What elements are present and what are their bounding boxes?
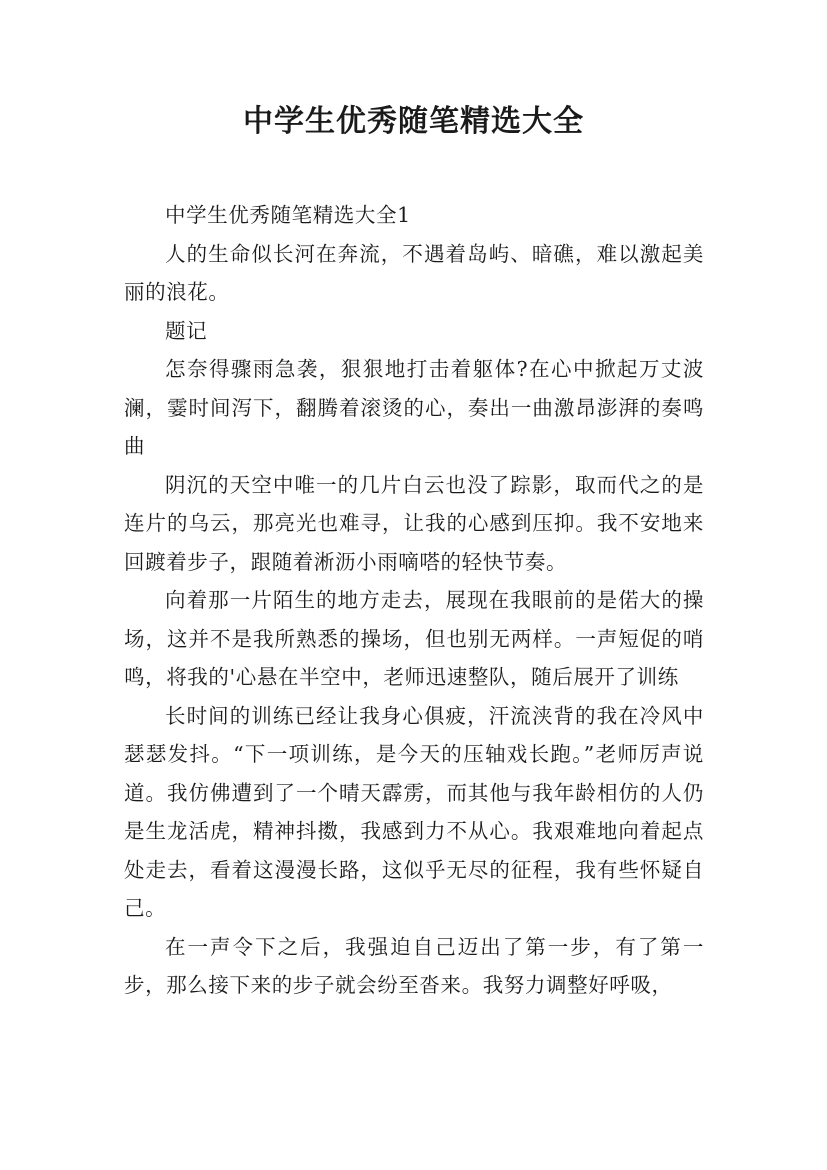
paragraph: 怎奈得骤雨急袭，狠狠地打击着躯体?在心中掀起万丈波澜，霎时间泻下，翻腾着滚烫的心，奏出一曲激昂澎湃的奏鸣曲 [124, 357, 704, 458]
paragraph: 阴沉的天空中唯一的几片白云也没了踪影，取而代之的是连片的乌云，那亮光也难寻，让我的心感到压抑。我不安地来回踱着步子，跟随着淅沥小雨嘀嗒的轻快节奏。 [124, 472, 704, 574]
document-title: 中学生优秀随笔精选大全 [243, 104, 584, 139]
paragraph: 人的生命似长河在奔流，不遇着岛屿、暗礁，难以激起美丽的浪花。 [124, 241, 704, 304]
paragraph-epigraph-label: 题记 [165, 318, 208, 343]
paragraph: 向着那一片陌生的地方走去，展现在我眼前的是偌大的操场，这并不是我所熟悉的操场，但也别无两样。一声短促的哨鸣，将我的'心悬在半空中，老师迅速整队，随后展开了训练 [124, 588, 704, 689]
paragraph: 长时间的训练已经让我身心俱疲，汗流浃背的我在冷风中瑟瑟发抖。“下一项训练，是今天的压轴戏长跑。”老师厉声说道。我仿佛遭到了一个晴天霹雳，而其他与我年龄相仿的人仍是生龙活虎，精神抖擞，我感到力不从心。我艰难地向着起点处走去，看着这漫漫长路，这似乎无尽的征程，我有些怀疑自己。 [124, 703, 704, 920]
document-body [124, 196, 704, 1005]
paragraph-heading: 中学生优秀随笔精选大全1 [165, 203, 411, 227]
paragraph: 在一声令下之后，我强迫自己迈出了第一步，有了第一步，那么接下来的步子就会纷至沓来。我努力调整好呼吸， [124, 934, 704, 997]
